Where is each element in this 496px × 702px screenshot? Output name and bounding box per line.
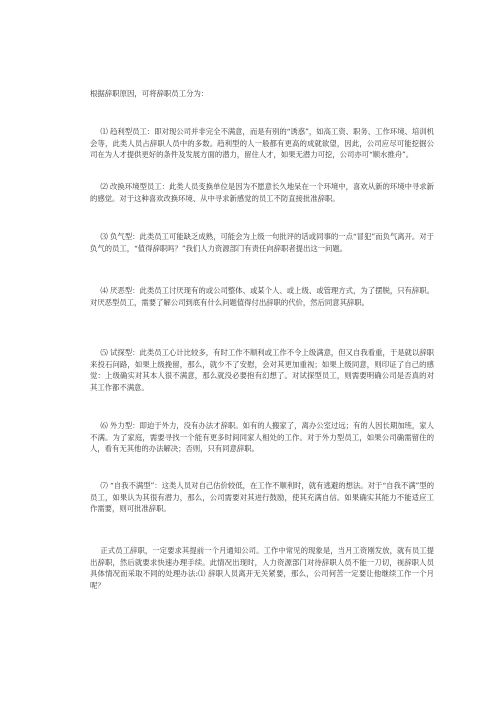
paragraph-environment-change: ⑵ 改换环境型员工：此类人员变换单位是因为不愿意长久地呆在一个环境中，喜欢从新的环境中寻求新的感觉。对于这种喜欢改换环境、从中寻求新感觉的员工不防直接批准辞职。 xyxy=(90,182,434,203)
paragraph-formal-resignation: 正式员工辞职，一定要求其提前一个月通知公司。工作中常见的现象是，当月工资刚发放，就有员工提出辞职，然后就要求快速办理手续。此情况出现时，人力资源部门对待辞职人员不能一刀切，视辞职人员具体情况而采取不同的处理办法:⑴ 辞职人员离开无关紧要，那么，公司何苦一定要让他继续工作一个月呢？ xyxy=(90,546,434,590)
paragraph-self-dissatisfied: ⑺ “自我不满型”：这类人员对自己估价较低，在工作不顺利时，就有逃避的想法。对于“自我不满”型的员工，如果认为其很有潜力，那么，公司需要对其进行鼓励，使其充满自信。如果确实其能力不能适应工作需要，则可批准辞职。 xyxy=(90,481,434,513)
intro-line: 根据辞职原因，可将辞职员工分为： xyxy=(90,89,209,98)
paragraph-angry: ⑶ 负气型：此类员工可能缺乏成熟，可能会为上级一句批评的话或同事的一点“冒犯”而负气离开。对于负气的员工，“值得辞职吗？”我们人力资源部门有责任向辞职者提出这一问题。 xyxy=(90,232,434,253)
paragraph-aversion: ⑷ 厌恶型：此类员工讨厌现有的或公司整体、或某个人、或上级、或管理方式，为了摆脱，只有辞职。对厌恶型员工，需要了解公司到底有什么问题值得付出辞职的代价，然后同意其辞职。 xyxy=(90,286,434,307)
paragraph-external-force: ⑹ 外力型：即迫于外力，没有办法才辞职。如有的人搬家了，离办公室过远；有的人因长期加班，家人不满。为了家庭，需要寻找一个能有更多时间同家人相处的工作。对于外力型员工，如果公司确需留住的人，看有无其他的办法解决；否则，只有同意辞职。 xyxy=(90,421,434,453)
paragraph-profit-seeking: ⑴ 趋利型员工：即对现公司并非完全不满意，而是有别的“诱惑”，如高工资、职务、工作环境、培训机会等，此类人员占辞职人员中的多数。趋利型的人一般都有更高的成就欲望，因此，公司应尽可能挖掘公司在为人才提供更好的条件及发展方面的潜力，留住人才，如果无潜力可挖，公司亦可“顺水推舟”。 xyxy=(90,127,434,159)
paragraph-probing: ⑸ 试探型：此类员工心计比较多，有时工作不顺利或工作不令上级满意，但又自我看重，于是就以辞职来投石问路，如果上级挽留，那么，就少不了安慰，会对其更加重视；如果上级同意，则印证了自己的感觉：上级确实对其本人很不满意，那么就没必要抱有幻想了。对试探型员工，则需要明确公司是否真的对其工作都不满意。 xyxy=(90,348,434,392)
